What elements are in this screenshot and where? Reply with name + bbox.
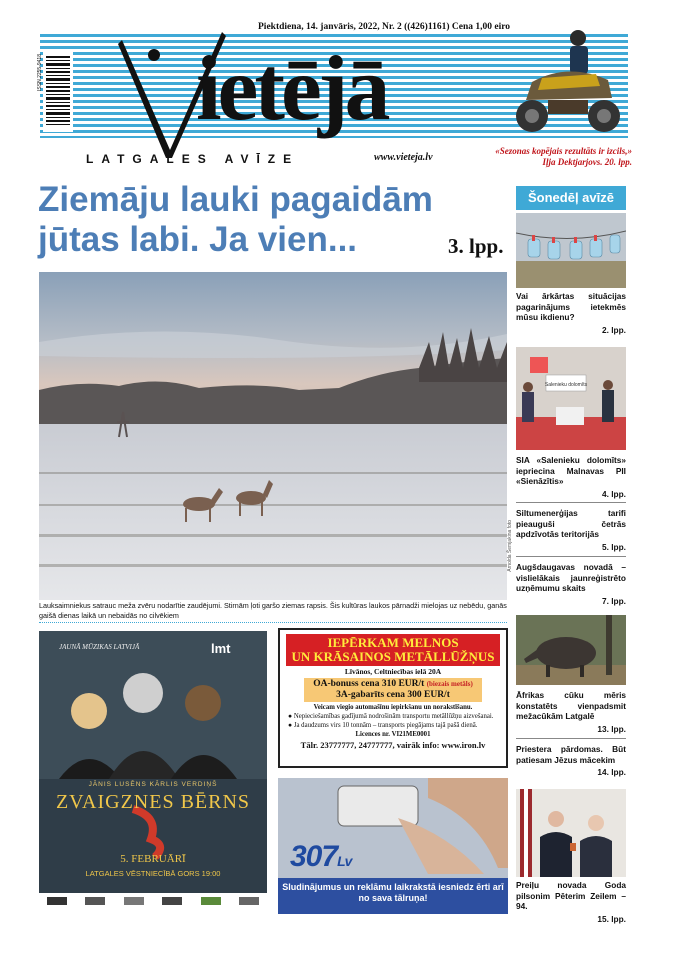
sponsor-logo: lmt [211,641,231,656]
atv-rider-photo [512,22,624,140]
barcode [43,52,73,132]
concert-title: ZVAIGZNES BĒRNS [55,791,251,813]
scrap-price-1 [304,678,482,702]
lead-headline[interactable] [38,180,508,260]
section-divider [39,622,507,623]
scrap-ad-address: Līvānos, Celtniecības ielā 20A [344,667,442,676]
photo-caption: Lauksaimniekus satrauc meža zvēru nodarītie zaudējumi. Stirnām ļoti garšo ziemas rapsis. Šis kultūras laukos pārnadži mielojas uz nebēdu, ganās gaišā dienas laikā un nebaidās no cilvēkiem [39,601,507,620]
scrap-ad-contact: Tālr. 23777777, 24777777, vairāk info: www.iron.lv [300,740,486,750]
sidebar-story[interactable] [516,880,626,924]
issn-number: ISSN 2255-9418 [37,54,43,91]
quote-author: Iļja Dektjarjovs. 20. lpp. [542,157,632,167]
story-title: Āfrikas cūku mēris konstatēts vienpadsmit mežacūkām Latgalē [516,690,626,721]
story-separator [516,738,626,739]
concert-venue: LATGALES VĒSTNIECĪBĀ GORS 19:00 [85,869,221,878]
kindergarten-event-photo [516,347,626,450]
issue-line: Piektdiena, 14. janvāris, 2022, Nr. 2 ((426)1161) Cena 1,00 eiro [258,22,511,32]
scrap-ad-title [286,634,500,666]
ad-307-brand-suffix: Lv [337,853,352,869]
sidebar-story[interactable] [516,508,626,552]
sidebar-story[interactable] [516,744,626,778]
story-page: 13. lpp. [597,723,626,734]
story-page: 14. lpp. [597,767,626,777]
concert-top-label: JAUNĀ MŪZIKAS LATVIJĀ [59,643,140,651]
scrap-ad-bullet-text: Nepieciešamības gadījumā nodrošinām transportu metāllūžņu aizvešanai. [293,713,494,720]
story-page: 2. lpp. [602,324,626,335]
photo-credit: Arnolda Šemjakina foto [507,520,513,572]
ad-307-logo [290,840,351,874]
headline-line-2: jūtas labi. Ja vien... [38,220,358,259]
story-page: 4. lpp. [602,488,626,499]
ad-307-brand: 307 [290,840,338,873]
story-page: 7. lpp. [602,595,626,606]
scrap-ad-bullet: ● Nepieciešamības gadījumā nodrošinām transportu metāllūžņu aizvešanai. [288,713,494,720]
story-title: Priestera pārdomas. Būt patiesam Jēzus mācekim [516,744,626,765]
sidebar-story[interactable] [516,562,626,606]
concert-ad[interactable] [39,631,267,913]
sidebar-heading: Šonedēļ avīzē [516,186,626,210]
scrap-price-1-note: (biezais metāls) [426,680,473,688]
story-title: Augšdaugavas novadā – vislielākais jaunreģistrēto uzņēmumu skaits [516,562,626,593]
logo-wordmark: ietējā [196,37,387,139]
scrap-ad-title-line-2: UN KRĀSAINOS METĀLLŪŽŅUS [291,649,495,664]
concert-date: 5. FEBRUĀRĪ [120,853,186,865]
story-title: Vai ārkārtas situācijas pagarinājums ietekmēs mūsu ikdienu? [516,291,626,322]
story-title: Preiļu novada Goda pilsonim Pēterim Zeilem – 94. [516,880,626,911]
ad-307-text[interactable]: Sludinājumus un reklāmu laikrakstā iesniedz ērti arī no sava tālruņa! [282,882,504,903]
story-page: 5. lpp. [602,541,626,552]
scrap-ad-bullet-text: Ja daudzums virs 10 tonnām – transports piegājams tajā pašā dienā. [293,722,478,729]
scrap-price-2-label: 3A-gabarīts cena 300 EUR/t [336,690,450,700]
sidebar-story[interactable] [516,690,626,734]
wild-boar-photo [516,615,626,685]
winter-field-photo [39,272,507,600]
story-separator [516,556,626,557]
story-title: Siltumenerģijas tarifi pieauguši četrās apdzīvotās teritorijās [516,508,626,539]
scrap-ad-bullet: ● Ja daudzums virs 10 tonnām – transports piegājams tajā pašā dienā. [288,722,478,729]
story-separator [516,502,626,503]
sponsor-strip [47,897,259,907]
lead-page-ref: 3. lpp. [448,234,504,258]
scrap-ad-line: Veicam viegio automašīnu iepirkšanu un norakstīšanu. [313,704,473,711]
concert-authors: JĀNIS LUSĒNS KĀRLIS VERDIŅŠ [88,781,218,788]
quote [472,146,632,168]
scrap-metal-ad[interactable] [278,628,508,768]
sidebar-story[interactable] [516,455,626,499]
website-url[interactable]: www.vieteja.lv [374,152,433,163]
paper-subtitle: LATGALES AVĪZE [86,152,300,166]
scrap-price-1-label: OA-bonuss cena 310 EUR/t [313,679,425,689]
shop-sign: Salenieku dolomīts [544,382,588,388]
story-title: SIA «Salenieku dolomīts» iepriecina Malnavas PII «Sienāzītis» [516,455,626,486]
scrap-ad-title-line-1: IEPĒRKAM MELNOS [327,635,459,650]
quote-text: «Sezonas kopējais rezultāts ir izcils,» [495,146,632,156]
award-ceremony-photo [516,789,626,877]
story-page: 15. lpp. [597,913,626,924]
sidebar-story[interactable] [516,291,626,335]
headline-line-1: Ziemāju lauki pagaidām [38,180,433,219]
scrap-ad-license: Licences nr. VI21ME0001 [355,731,431,738]
masks-clothesline-photo [516,213,626,288]
